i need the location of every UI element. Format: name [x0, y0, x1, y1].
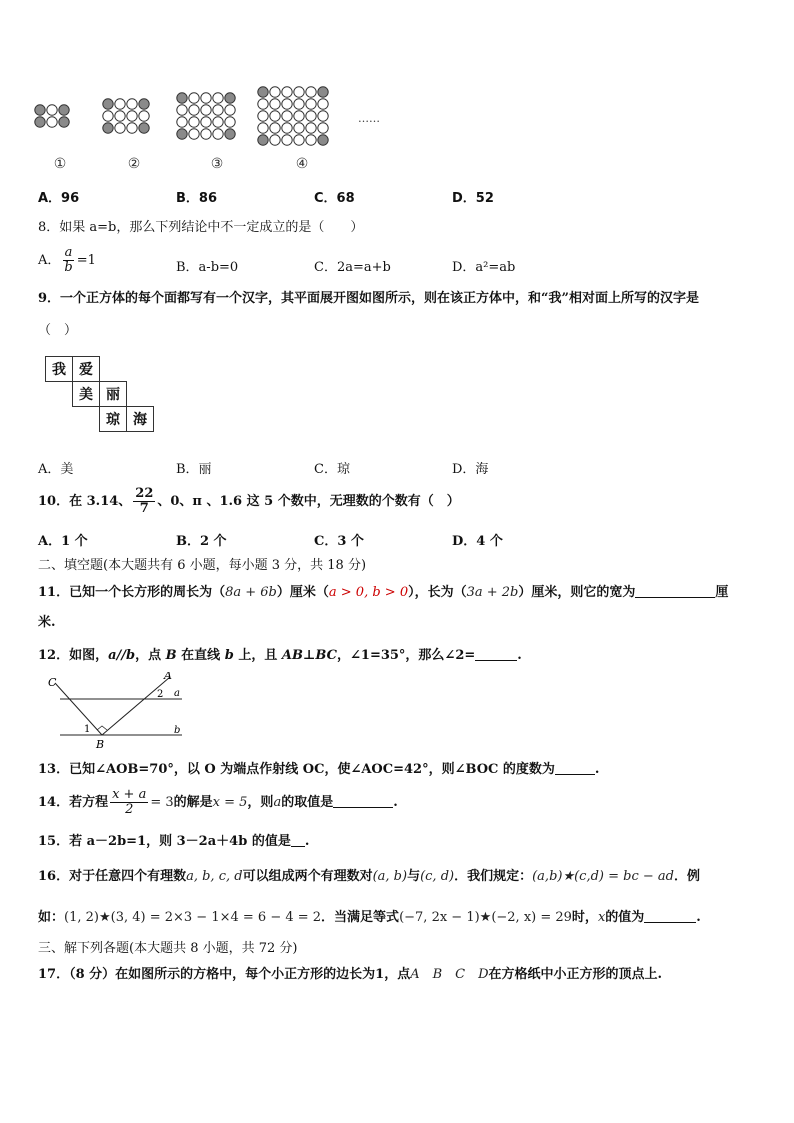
q7-option-c: C．68: [314, 191, 355, 206]
q12-point-b: B: [165, 648, 177, 663]
q12-text-c: 在直线: [176, 648, 225, 663]
fig-label-angle-1: 1: [84, 724, 91, 735]
pattern-dot: [270, 87, 280, 97]
cube-empty: [127, 357, 154, 382]
pattern-dot: [306, 123, 316, 133]
q14-eq: = 3: [150, 795, 174, 810]
q13-end: .: [594, 762, 600, 777]
q15-text: 15．若 a－2b=1，则 3－2a＋4b 的值是: [38, 834, 291, 849]
q16-pair1: (a, b): [372, 869, 408, 884]
q17-stem: [38, 966, 662, 984]
pattern-dot: [294, 87, 304, 97]
q10-stem: [38, 484, 460, 520]
ellipsis: ……: [358, 112, 380, 125]
pattern-dot: [177, 117, 187, 127]
q17-text: 17．（8 分）在如图所示的方格中，每个小正方形的边长为1，点: [38, 967, 411, 982]
fig-label-angle-2: 2: [157, 689, 164, 700]
q12-text-a: 12．如图，: [38, 648, 109, 663]
q16-line1-c: ．我们规定：: [454, 869, 533, 884]
q12-parallel: a//b: [108, 648, 136, 663]
figure-label-2: ②: [127, 156, 141, 172]
pattern-dot: [189, 129, 199, 139]
pattern-dot: [127, 111, 137, 121]
fig-label-line-a: a: [174, 688, 180, 699]
pattern-dot: [318, 123, 328, 133]
q15-stem: [38, 832, 309, 851]
q7-option-d: D．52: [452, 191, 494, 206]
q9-stem: 9．一个正方体的每个面都写有一个汉字，其平面展开图如图所示，则在该正方体中，和“我”相对面上所写的汉字是: [38, 291, 700, 306]
q13-text: 13．已知∠AOB=70°，以 O 为端点作射线 OC，使∠AOC=42°，则∠BOC 的度数为: [38, 762, 555, 777]
pattern-dot: [213, 129, 223, 139]
pattern-dot: [318, 99, 328, 109]
q14-fraction: [110, 788, 148, 817]
pattern-dot: [213, 117, 223, 127]
q11-expr2: 3a + 2b: [466, 585, 519, 600]
pattern-dot: [270, 99, 280, 109]
q9-option-b: B．丽: [176, 462, 212, 477]
pattern-dot: [258, 99, 268, 109]
q10-option-b: B．2 个: [176, 534, 227, 549]
q16-example: (1, 2)★(3, 4) = 2×3 − 1×4 = 6 − 4 = 2: [64, 910, 322, 925]
q12-perp: AB⊥BC: [281, 648, 337, 663]
pattern-dot: [213, 105, 223, 115]
q14-end: .: [393, 795, 398, 810]
pattern-dot: [270, 111, 280, 121]
pattern-dot: [282, 111, 292, 121]
pattern-dot: [318, 135, 328, 145]
cube-face-qiong: 琼: [100, 407, 127, 432]
pattern-dot: [225, 129, 235, 139]
q9-paren: （ ）: [38, 323, 78, 338]
pattern-dot: [318, 111, 328, 121]
pattern-dot: [201, 93, 211, 103]
pattern-dot: [270, 123, 280, 133]
q8-option-a: [38, 246, 96, 275]
pattern-dot: [294, 135, 304, 145]
pattern-dot: [294, 99, 304, 109]
q10-suffix: 、0、π 、1.6 这 5 个数中，无理数的个数有（ ）: [157, 494, 460, 509]
cube-empty: [100, 357, 127, 382]
q8-option-c: C．2a=a+b: [314, 260, 391, 275]
pattern-dot: [103, 111, 113, 121]
figure-label-3: ③: [210, 156, 224, 172]
pattern-dot: [282, 99, 292, 109]
parallel-lines-figure: [40, 672, 190, 752]
q8-option-a-prefix: A．: [38, 253, 61, 268]
q12-answer-blank[interactable]: [475, 646, 517, 661]
cube-empty: [73, 407, 100, 432]
pattern-dot: [201, 105, 211, 115]
pattern-dot: [294, 111, 304, 121]
pattern-dot: [306, 99, 316, 109]
pattern-dot: [139, 111, 149, 121]
q11-unit-end: 厘: [715, 585, 729, 600]
pattern-dot: [213, 93, 223, 103]
q8-option-d: D．a²=ab: [452, 260, 516, 275]
q8-option-b: B．a-b=0: [176, 260, 239, 275]
q9-option-d: D．海: [452, 462, 489, 477]
cube-face-hai: 海: [127, 407, 154, 432]
q14-var: a: [273, 795, 282, 810]
q16-answer-blank[interactable]: [644, 908, 696, 923]
q16-line2-a: 如：: [38, 910, 65, 925]
pattern-dot: [115, 99, 125, 109]
pattern-dot: [35, 117, 45, 127]
q10-option-c: C．3 个: [314, 534, 364, 549]
q16-vars: a, b, c, d: [186, 869, 243, 884]
pattern-dot: [258, 111, 268, 121]
q12-text-d: 上，且: [233, 648, 282, 663]
q8-stem: 8．如果 a=b，那么下列结论中不一定成立的是（ ）: [38, 220, 364, 235]
q9-option-c: C．琼: [314, 462, 350, 477]
q14-text-d: 的取值是: [281, 795, 334, 810]
fig-label-b-point: B: [96, 738, 105, 751]
q11-answer-blank[interactable]: [635, 583, 715, 598]
q14-answer-blank[interactable]: [333, 793, 393, 808]
q16-yu: 与: [407, 869, 421, 884]
q8-fraction-num: a: [64, 245, 73, 260]
pattern-dot: [201, 117, 211, 127]
q11-part1: 11．已知一个长方形的周长为（: [38, 585, 226, 600]
q7-option-a: A．96: [38, 191, 80, 206]
pattern-dot: [306, 87, 316, 97]
q12-stem: [38, 646, 522, 665]
cube-net: [45, 356, 154, 432]
figure-label-4: ④: [295, 156, 309, 172]
q16-rule: (a,b)★(c,d) = bc − ad: [532, 869, 674, 884]
pattern-dot: [47, 105, 57, 115]
pattern-dot: [177, 129, 187, 139]
q11-cond: a > 0, b > 0: [328, 585, 409, 600]
pattern-dot: [35, 105, 45, 115]
pattern-dot: [282, 87, 292, 97]
pattern-dot: [59, 105, 69, 115]
pattern-dot: [282, 123, 292, 133]
fig-label-c: C: [48, 676, 57, 689]
pattern-dot: [115, 123, 125, 133]
q11-line2: 米.: [38, 615, 56, 630]
q10-fraction: [133, 487, 155, 516]
pattern-dot: [306, 135, 316, 145]
q16-line1-a: 16．对于任意四个有理数: [38, 869, 187, 884]
q16-line2-b: ．当满足等式: [321, 910, 400, 925]
q7-option-b: B．86: [176, 191, 217, 206]
pattern-dot: [177, 105, 187, 115]
q16-line1-d: ．例: [673, 869, 700, 884]
q15-answer-blank[interactable]: [291, 832, 305, 847]
pattern-dot: [127, 99, 137, 109]
q16-equation: (−7, 2x − 1)★(−2, x) = 29: [399, 910, 572, 925]
q14-stem: [38, 785, 398, 821]
pattern-dot: [318, 87, 328, 97]
pattern-dot: [115, 111, 125, 121]
q12-end: .: [517, 648, 522, 663]
q10-option-a: A．1 个: [38, 534, 88, 549]
pattern-dot: [306, 111, 316, 121]
q16-pair2: (c, d): [420, 869, 455, 884]
q11-part3: ），长为（: [408, 585, 467, 600]
dot-pattern-figure: [30, 80, 390, 180]
fig-label-a-point: A: [164, 672, 172, 682]
pattern-dot: [258, 123, 268, 133]
q14-text-a: 14．若方程: [38, 795, 109, 810]
pattern-dot: [47, 117, 57, 127]
q10-option-d: D．4 个: [452, 534, 503, 549]
q10-fraction-den: 7: [139, 501, 149, 516]
section-3-heading: 三、解下列各题(本大题共 8 小题，共 72 分): [38, 941, 298, 956]
q10-fraction-num: 22: [135, 486, 154, 501]
pattern-dot: [59, 117, 69, 127]
section-2-heading: 二、填空题(本大题共有 6 小题，每小题 3 分，共 18 分): [38, 558, 367, 573]
pattern-dot: [177, 93, 187, 103]
q13-stem: [38, 760, 599, 779]
q16-line1-b: 可以组成两个有理数对: [242, 869, 373, 884]
pattern-dot: [225, 93, 235, 103]
q11-line1: [38, 583, 728, 602]
q12-text-e: ，∠1=35°，那么∠2=: [337, 648, 476, 663]
pattern-dot: [189, 117, 199, 127]
cube-face-wo: 我: [46, 357, 73, 382]
q11-part4: ）厘米，则它的宽为: [518, 585, 636, 600]
cube-face-mei: 美: [73, 382, 100, 407]
q15-end: .: [304, 834, 310, 849]
q14-fraction-den: 2: [125, 802, 134, 817]
pattern-dot: [127, 123, 137, 133]
q14-text-b: 的解是: [173, 795, 213, 810]
q8-fraction-den: b: [64, 260, 73, 275]
cube-empty: [46, 382, 73, 407]
pattern-dot: [139, 123, 149, 133]
q12-text-b: ，点: [135, 648, 166, 663]
q11-part2: ）厘米（: [276, 585, 329, 600]
figure-label-1: ①: [53, 156, 67, 172]
q16-line2-c: 时，: [571, 910, 598, 925]
pattern-dot: [201, 129, 211, 139]
pattern-dot: [189, 105, 199, 115]
cube-empty: [127, 382, 154, 407]
q17-points: A B C D: [410, 967, 489, 982]
cube-face-ai: 爱: [73, 357, 100, 382]
q16-x: x: [597, 910, 606, 925]
pattern-dot: [189, 93, 199, 103]
pattern-dot: [282, 135, 292, 145]
pattern-dot: [225, 117, 235, 127]
pattern-dot: [103, 123, 113, 133]
cube-empty: [46, 407, 73, 432]
q16-line2-d: 的值为: [605, 910, 645, 925]
q10-prefix: 10．在 3.14、: [38, 494, 132, 509]
pattern-dot: [225, 105, 235, 115]
q8-fraction: [62, 246, 74, 275]
pattern-dot: [258, 87, 268, 97]
q16-line1: [38, 868, 700, 886]
pattern-dot: [139, 99, 149, 109]
pattern-dot: [258, 135, 268, 145]
q14-fraction-num: x + a: [112, 787, 147, 802]
fig-label-line-b: b: [174, 725, 181, 736]
q11-expr1: 8a + 6b: [225, 585, 277, 600]
q14-text-c: ，则: [247, 795, 274, 810]
q16-end: .: [696, 910, 701, 925]
q17-text-b: 在方格纸中小正方形的顶点上.: [488, 967, 663, 982]
q13-answer-blank[interactable]: [555, 760, 595, 775]
q12-line-b: b: [224, 648, 234, 663]
pattern-dot: [294, 123, 304, 133]
pattern-dot: [270, 135, 280, 145]
q8-option-a-suffix: =1: [76, 253, 96, 268]
pattern-dot: [103, 99, 113, 109]
cube-face-li: 丽: [100, 382, 127, 407]
q16-line2: [38, 908, 701, 927]
q14-solution: x = 5: [212, 795, 248, 810]
q9-option-a: A．美: [38, 462, 74, 477]
